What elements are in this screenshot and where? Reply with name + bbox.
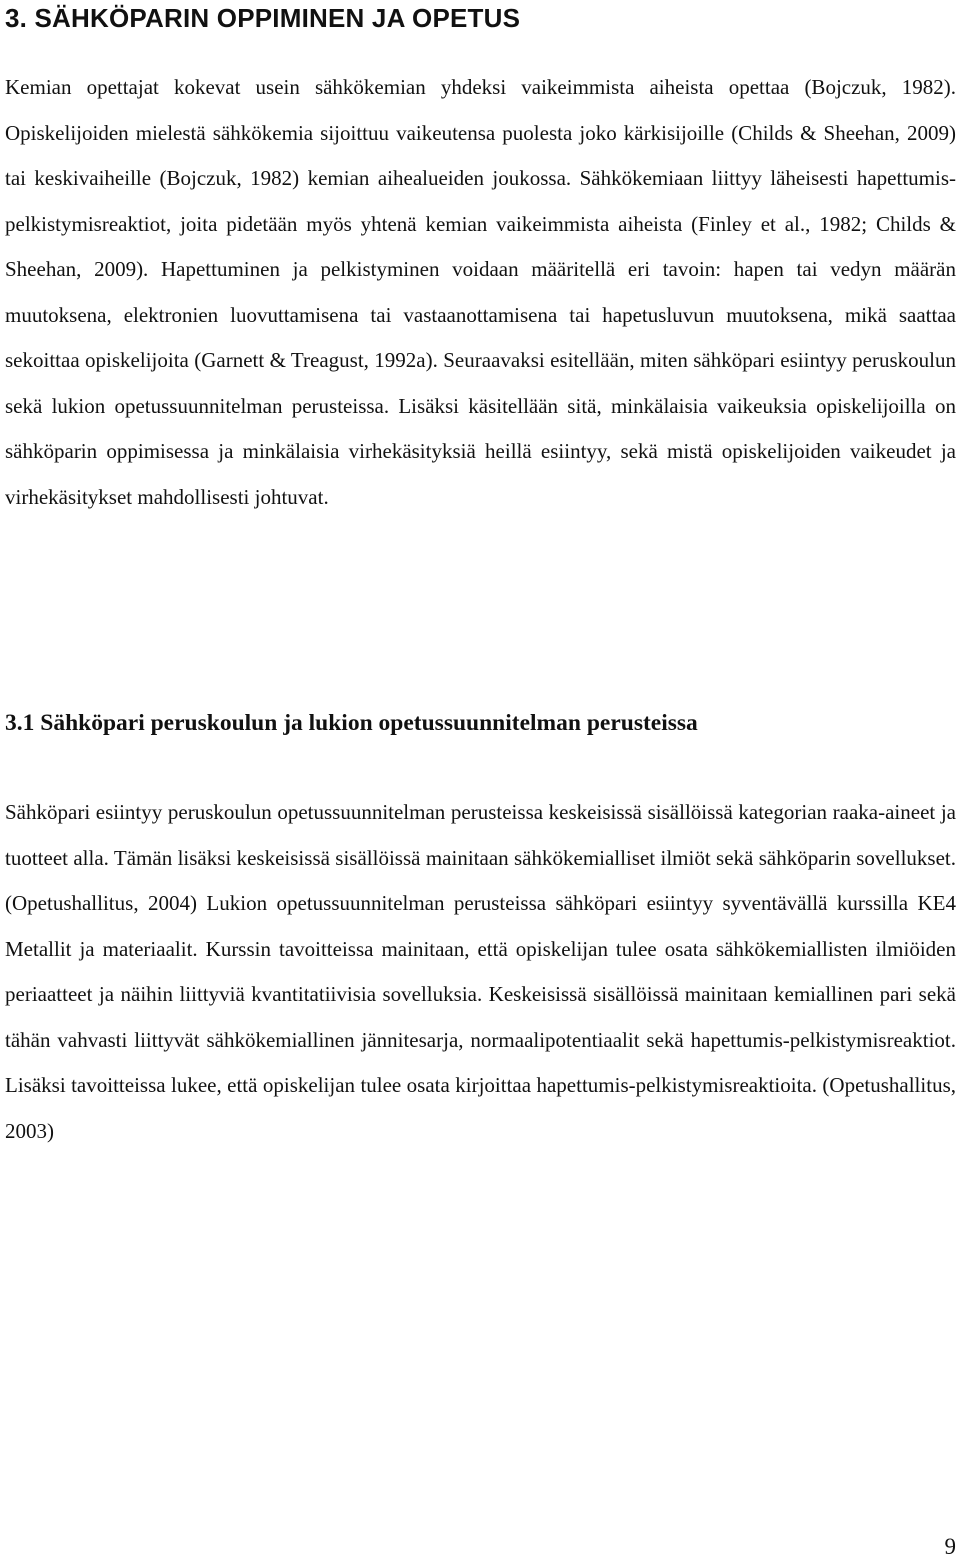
page-number: 9 (944, 1534, 956, 1559)
chapter-heading: 3. SÄHKÖPARIN OPPIMINEN JA OPETUS (5, 3, 521, 33)
chapter-intro-paragraph: Kemian opettajat kokevat usein sähkökemian yhdeksi vaikeimmista aiheista opettaa (Bojczuk, 1982). Opiskelijoiden mielestä sähkökemia sijoittuu vaikeutensa puolesta joko kärkisijoille (Childs & Sheehan, 2009) tai keskivaiheille (Bojczuk, 1982) kemian aihealueiden joukossa. Sähkökemiaan liittyy läheisesti hapettumis-pelkistymisreaktiot, joita pidetään myös yhtenä kemian vaikeimmista aiheista (Finley et al., 1982; Childs & Sheehan, 2009). Hapettuminen ja pelkistyminen voidaan määritellä eri tavoin: hapen tai vedyn määrän muutoksena, elektronien luovuttamisena tai vastaanottamisena tai hapetusluvun muutoksena, mikä saattaa sekoittaa opiskelijoita (Garnett & Treagust, 1992a). Seuraavaksi esitellään, miten sähköpari esiintyy peruskoulun sekä lukion opetussuunnitelman perusteissa. Lisäksi käsitellään sitä, minkälaisia vaikeuksia opiskelijoilla on sähköparin oppimisessa ja minkälaisia virhekäsityksiä heillä esiintyy, sekä mistä opiskelijoiden vaikeudet ja virhekäsitykset mahdollisesti johtuvat. (5, 75, 956, 509)
section-body-paragraph: Sähköpari esiintyy peruskoulun opetussuunnitelman perusteissa keskeisissä sisällöissä kategorian raaka-aineet ja tuotteet alla. Tämän lisäksi keskeisissä sisällöissä mainitaan sähkökemialliset ilmiöt sekä sähköparin sovellukset. (Opetushallitus, 2004) Lukion opetussuunnitelman perusteissa sähköpari esiintyy syventävällä kurssilla KE4 Metallit ja materiaalit. Kurssin tavoitteissa mainitaan, että opiskelijan tulee osata sähkökemiallisten ilmiöiden periaatteet ja näihin liittyviä kvantitatiivisia sovelluksia. Keskeisissä sisällöissä mainitaan kemiallinen pari sekä tähän vahvasti liittyvät sähkökemiallinen jännitesarja, normaalipotentiaalit sekä hapettumis-pelkistymisreaktiot. Lisäksi tavoitteissa lukee, että opiskelijan tulee osata kirjoittaa hapettumis-pelkistymisreaktioita. (Opetushallitus, 2003) (5, 800, 956, 1143)
section-heading: 3.1 Sähköpari peruskoulun ja lukion opetussuunnitelman perusteissa (5, 710, 698, 736)
